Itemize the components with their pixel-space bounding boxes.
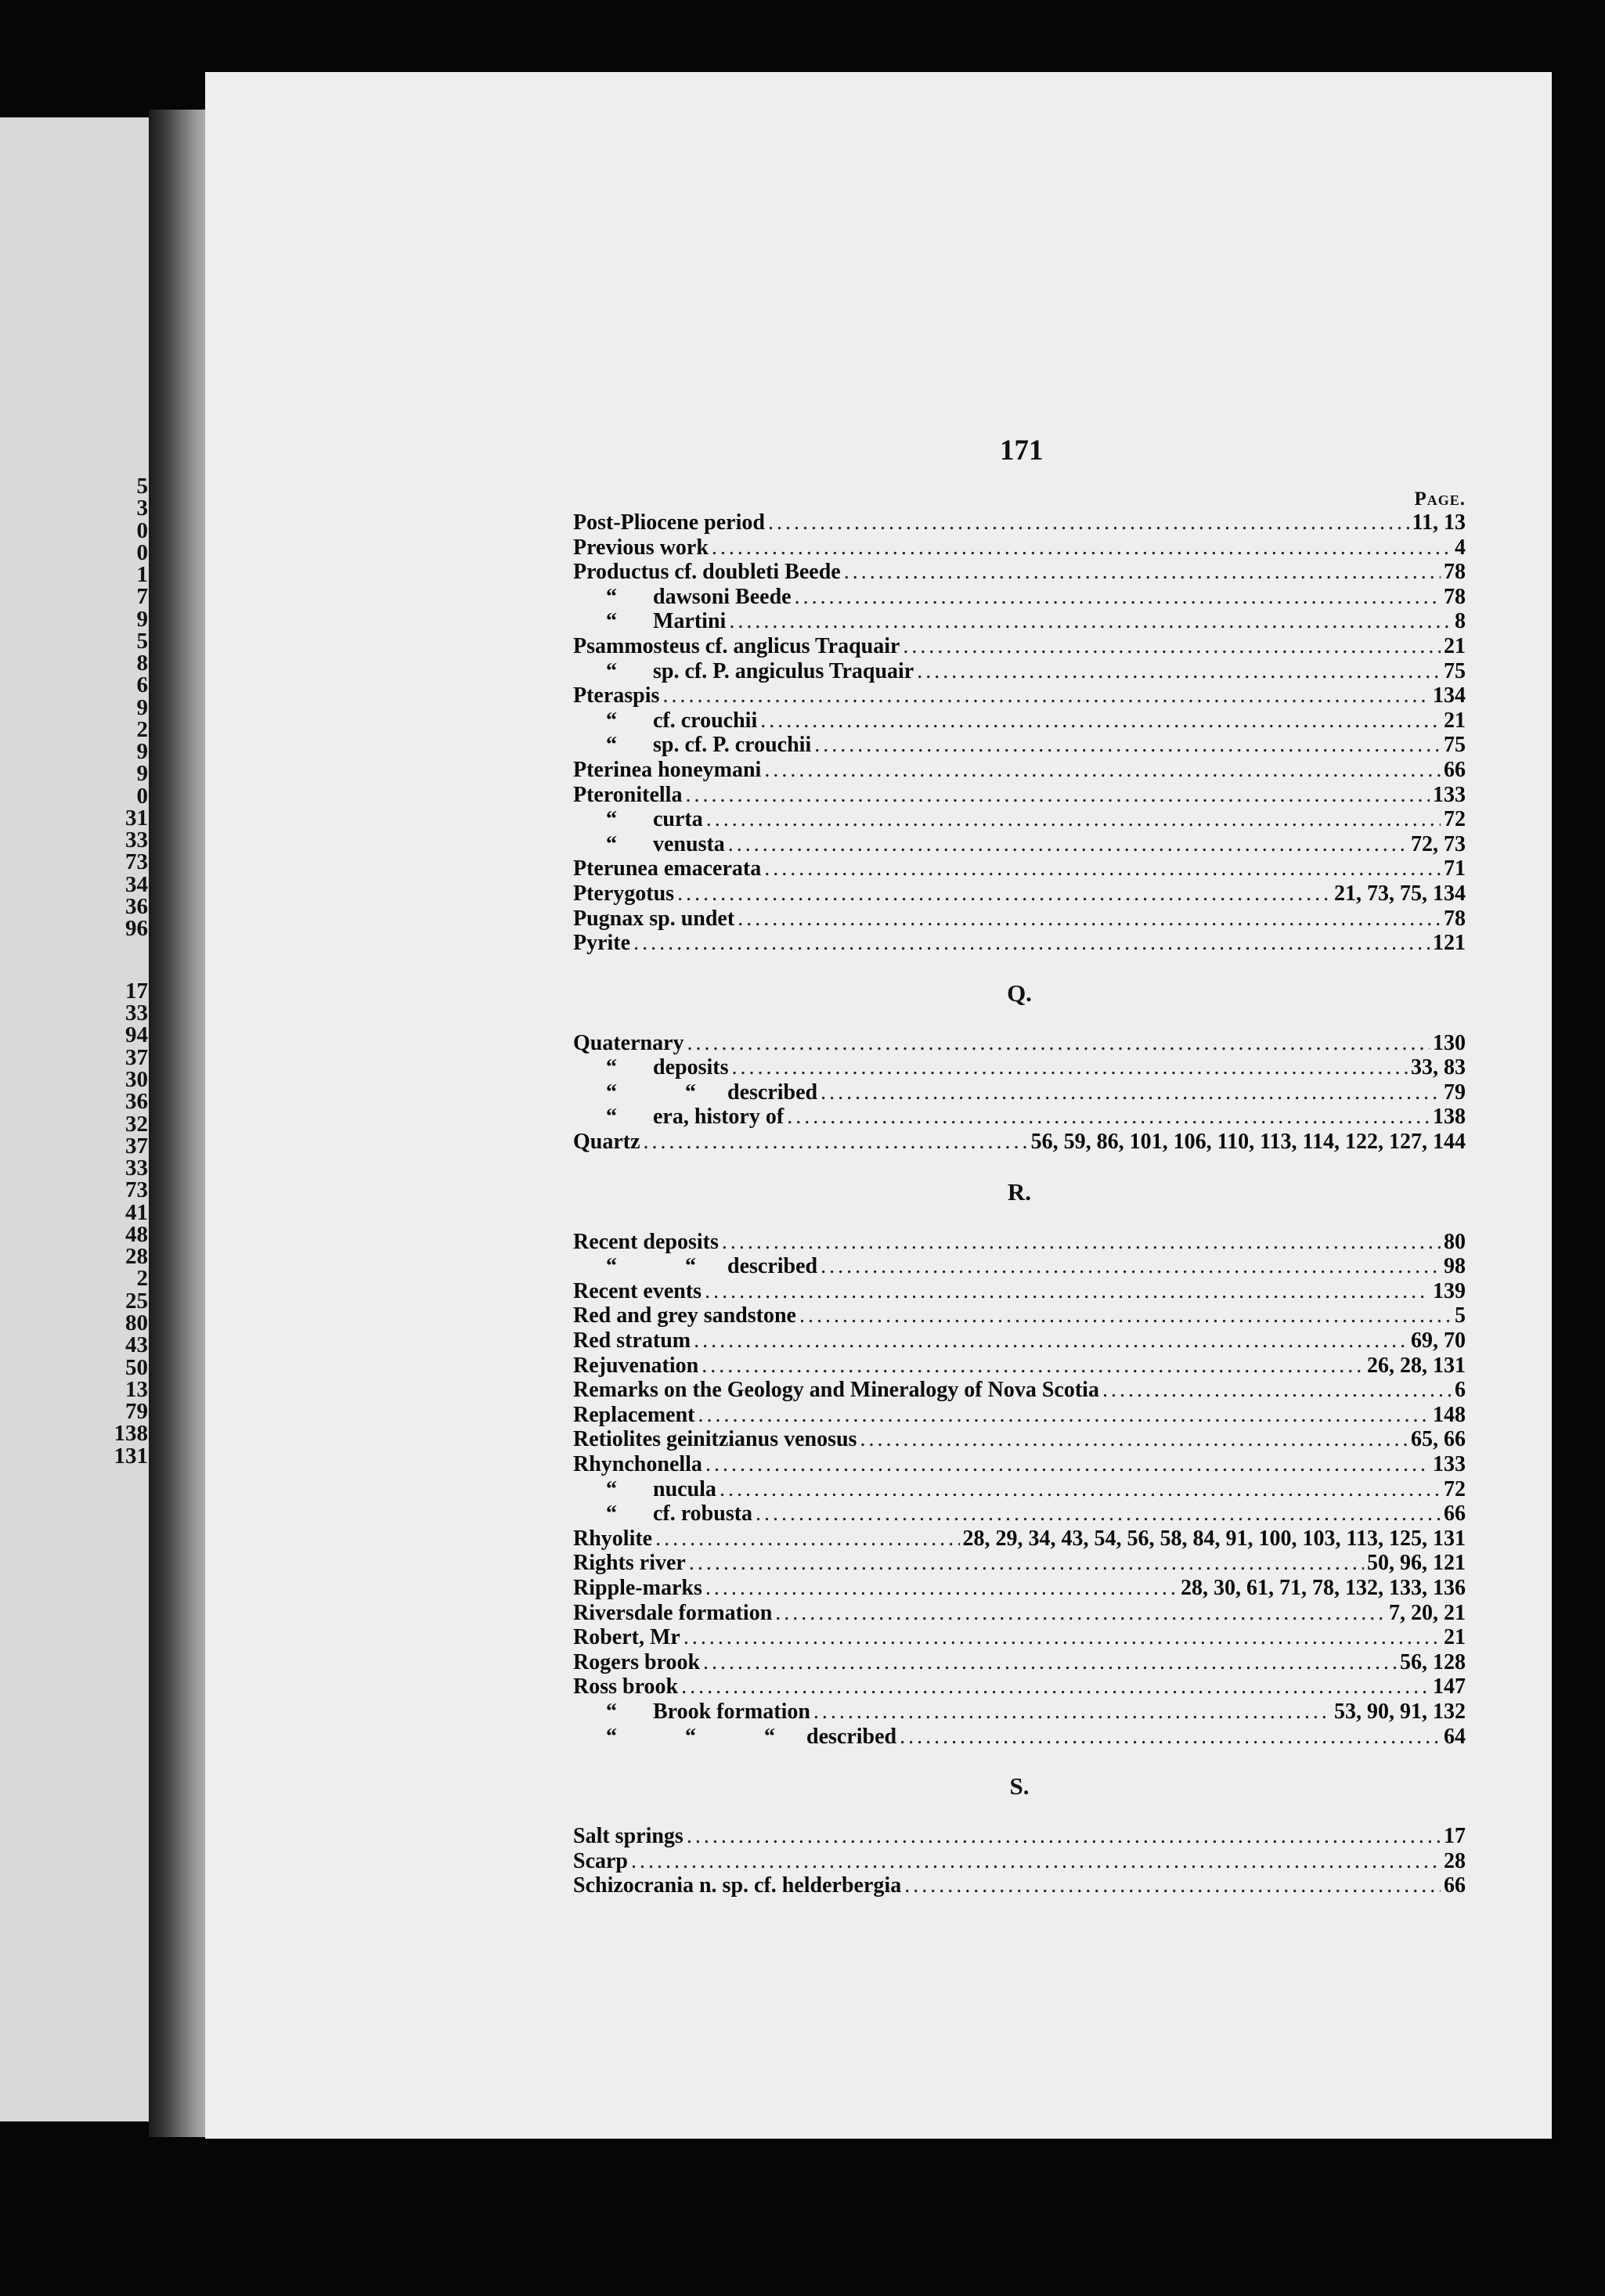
index-entry bbox=[573, 1674, 1466, 1699]
entry-pages: 71 bbox=[1444, 856, 1466, 881]
left-page-number: 79 bbox=[125, 1399, 148, 1424]
index-entry bbox=[573, 907, 1466, 932]
entry-pages: 21, 73, 75, 134 bbox=[1334, 881, 1466, 906]
left-page-number: 28 bbox=[125, 1244, 148, 1269]
index-entry bbox=[573, 1551, 1466, 1576]
dot-leader bbox=[821, 1080, 1441, 1105]
dot-leader bbox=[900, 1725, 1441, 1750]
entry-term: Pterunea emacerata bbox=[573, 856, 762, 881]
ditto-mark: “ bbox=[606, 584, 648, 609]
dot-leader bbox=[813, 1699, 1331, 1725]
dot-leader bbox=[904, 1873, 1441, 1898]
entry-pages: 133 bbox=[1433, 1452, 1466, 1476]
index-section bbox=[573, 1749, 1466, 1898]
left-page-number: 5 bbox=[136, 629, 148, 654]
entry-pages: 21 bbox=[1444, 633, 1466, 658]
left-page-number: 1 bbox=[136, 562, 148, 587]
entry-term: Recent events bbox=[573, 1278, 702, 1303]
entry-term: described bbox=[806, 1724, 897, 1749]
entry-pages: 78 bbox=[1444, 560, 1466, 585]
dot-leader bbox=[705, 1279, 1430, 1304]
entry-pages: 8 bbox=[1455, 609, 1466, 634]
dot-leader bbox=[687, 1031, 1430, 1056]
dot-leader bbox=[775, 1601, 1386, 1626]
index-entry bbox=[573, 1403, 1466, 1428]
entry-pages: 66 bbox=[1444, 1501, 1466, 1526]
index-entry bbox=[573, 560, 1466, 585]
entry-term: Quaternary bbox=[573, 1030, 684, 1055]
left-page-number: 0 bbox=[136, 540, 148, 565]
left-page-number: 33 bbox=[125, 1155, 148, 1180]
index-page bbox=[205, 72, 1552, 2139]
entry-term: Pugnax sp. undet bbox=[573, 906, 735, 931]
ditto-mark: “ “ bbox=[606, 1080, 727, 1105]
entry-term: dawsoni Beede bbox=[653, 584, 792, 609]
entry-pages: 21 bbox=[1444, 1625, 1466, 1650]
dot-leader bbox=[844, 560, 1441, 585]
entry-pages: 72 bbox=[1444, 807, 1466, 832]
entry-term: Scarp bbox=[573, 1848, 628, 1873]
entry-term: Recent deposits bbox=[573, 1229, 719, 1254]
dot-leader bbox=[712, 535, 1452, 560]
left-page-number: 73 bbox=[125, 1177, 148, 1202]
dot-leader bbox=[764, 758, 1441, 783]
ditto-mark: “ bbox=[606, 1055, 648, 1080]
section-letter: R. bbox=[1007, 1177, 1032, 1206]
entry-term: Productus cf. doubleti Beede bbox=[573, 560, 841, 585]
entry-pages: 65, 66 bbox=[1411, 1427, 1466, 1452]
entry-pages: 121 bbox=[1433, 931, 1466, 956]
dot-leader bbox=[703, 1650, 1397, 1675]
left-page-number: 73 bbox=[125, 849, 148, 874]
entry-pages: 98 bbox=[1444, 1254, 1466, 1279]
index-entry bbox=[573, 1230, 1466, 1255]
dot-leader bbox=[903, 634, 1441, 659]
entry-term: Ross brook bbox=[573, 1674, 679, 1699]
left-page-number: 3 bbox=[136, 496, 148, 521]
dot-leader bbox=[720, 1477, 1441, 1502]
index-entry bbox=[573, 1725, 1466, 1750]
entry-pages: 33, 83 bbox=[1411, 1055, 1466, 1080]
dot-leader bbox=[768, 510, 1409, 535]
left-page-number: 9 bbox=[136, 761, 148, 786]
entry-term: venusta bbox=[653, 831, 725, 856]
entry-pages: 28 bbox=[1444, 1848, 1466, 1873]
ditto-mark: “ bbox=[606, 1476, 648, 1501]
index-entry bbox=[573, 708, 1466, 733]
left-page-number: 36 bbox=[125, 1089, 148, 1114]
index-entry bbox=[573, 585, 1466, 610]
entry-pages: 4 bbox=[1455, 535, 1466, 560]
left-page-number: 50 bbox=[125, 1355, 148, 1380]
left-page-number: 37 bbox=[125, 1134, 148, 1159]
dot-leader bbox=[756, 1501, 1441, 1526]
entry-pages: 28, 29, 34, 43, 54, 56, 58, 84, 91, 100, 103, 113, 125, 131 bbox=[962, 1526, 1466, 1551]
index-entry bbox=[573, 609, 1466, 634]
entry-pages: 138 bbox=[1433, 1105, 1466, 1130]
dot-leader bbox=[685, 783, 1430, 808]
dot-leader bbox=[677, 881, 1331, 907]
left-page-number: 36 bbox=[125, 894, 148, 919]
entry-term: Red stratum bbox=[573, 1328, 691, 1353]
index-entry bbox=[573, 1873, 1466, 1898]
entry-term: Remarks on the Geology and Mineralogy of Nova Scotia bbox=[573, 1378, 1099, 1403]
ditto-mark: “ bbox=[606, 1699, 648, 1724]
index-section bbox=[573, 1155, 1466, 1749]
section-letter: S. bbox=[1009, 1772, 1030, 1800]
index-entry bbox=[573, 1650, 1466, 1675]
dot-leader bbox=[814, 733, 1441, 758]
left-page-number: 48 bbox=[125, 1222, 148, 1247]
entry-term: Quartz bbox=[573, 1130, 640, 1155]
left-page-number: 131 bbox=[114, 1444, 148, 1469]
dot-leader bbox=[738, 907, 1441, 932]
index-entry bbox=[573, 1576, 1466, 1601]
left-page-number: 7 bbox=[136, 584, 148, 609]
entry-pages: 78 bbox=[1444, 584, 1466, 609]
left-page-number: 43 bbox=[125, 1332, 148, 1357]
ditto-mark: “ bbox=[606, 831, 648, 856]
ditto-mark: “ bbox=[606, 1501, 648, 1526]
entry-term: Brook formation bbox=[653, 1699, 810, 1724]
entry-term: curta bbox=[653, 807, 703, 832]
entry-pages: 69, 70 bbox=[1411, 1328, 1466, 1353]
entry-pages: 139 bbox=[1433, 1278, 1466, 1303]
entry-term: era, history of bbox=[653, 1105, 784, 1130]
index-entry bbox=[573, 1303, 1466, 1328]
index-entry bbox=[573, 1254, 1466, 1279]
entry-term: described bbox=[727, 1254, 818, 1279]
entry-pages: 72 bbox=[1444, 1476, 1466, 1501]
index-entry bbox=[573, 758, 1466, 783]
dot-leader bbox=[655, 1526, 959, 1552]
left-page-number: 5 bbox=[136, 474, 148, 499]
entry-pages: 78 bbox=[1444, 906, 1466, 931]
dot-leader bbox=[728, 832, 1408, 857]
entry-pages: 75 bbox=[1444, 733, 1466, 758]
ditto-mark: “ bbox=[606, 1105, 648, 1130]
dot-leader bbox=[706, 807, 1441, 832]
ditto-mark: “ bbox=[606, 609, 648, 634]
entry-pages: 79 bbox=[1444, 1080, 1466, 1105]
dot-leader bbox=[787, 1105, 1430, 1130]
index-entry bbox=[573, 1625, 1466, 1650]
entry-pages: 147 bbox=[1433, 1674, 1466, 1699]
left-page-number: 9 bbox=[136, 695, 148, 720]
index-entry bbox=[573, 856, 1466, 881]
index-entry bbox=[573, 1105, 1466, 1130]
ditto-mark: “ bbox=[606, 658, 648, 683]
dot-leader bbox=[687, 1824, 1441, 1849]
entry-term: Red and grey sandstone bbox=[573, 1303, 796, 1328]
entry-pages: 56, 128 bbox=[1400, 1649, 1466, 1674]
dot-leader bbox=[729, 609, 1452, 634]
index-entry bbox=[573, 807, 1466, 832]
left-page-number: 33 bbox=[125, 827, 148, 852]
dot-leader bbox=[644, 1130, 1028, 1155]
left-page-number: 33 bbox=[125, 1000, 148, 1025]
entry-term: Martini bbox=[653, 609, 727, 634]
entry-term: Retiolites geinitzianus venosus bbox=[573, 1427, 857, 1452]
dot-leader bbox=[760, 708, 1441, 733]
page-column-label: Page. bbox=[1414, 488, 1466, 510]
dot-leader bbox=[764, 856, 1441, 881]
dot-leader bbox=[731, 1055, 1408, 1080]
left-page-number: 13 bbox=[125, 1377, 148, 1402]
index-entry bbox=[573, 1427, 1466, 1452]
entry-term: Post-Pliocene period bbox=[573, 510, 765, 535]
entry-pages: 56, 59, 86, 101, 106, 110, 113, 114, 122, 127, 144 bbox=[1030, 1130, 1466, 1155]
dot-leader bbox=[681, 1674, 1430, 1699]
left-page-number: 2 bbox=[136, 717, 148, 742]
dot-leader bbox=[821, 1254, 1441, 1279]
index-entry bbox=[573, 1849, 1466, 1874]
index-entry bbox=[573, 1452, 1466, 1477]
page-number: 171 bbox=[1000, 434, 1044, 467]
ditto-mark: “ bbox=[606, 807, 648, 832]
entry-term: Ripple-marks bbox=[573, 1575, 702, 1600]
entry-term: Previous work bbox=[573, 535, 709, 560]
index-entry bbox=[573, 634, 1466, 659]
left-page-number: 31 bbox=[125, 806, 148, 831]
entry-pages: 6 bbox=[1455, 1378, 1466, 1403]
left-page-number: 8 bbox=[136, 651, 148, 676]
entry-pages: 75 bbox=[1444, 658, 1466, 683]
ditto-mark: “ bbox=[606, 708, 648, 733]
entry-term: Schizocrania n. sp. cf. helderbergia bbox=[573, 1873, 902, 1898]
entry-term: Rhyolite bbox=[573, 1526, 653, 1551]
index-entry bbox=[573, 881, 1466, 907]
entry-pages: 21 bbox=[1444, 708, 1466, 733]
entry-term: deposits bbox=[653, 1055, 729, 1080]
dot-leader bbox=[1102, 1378, 1452, 1403]
dot-leader bbox=[795, 585, 1441, 610]
left-page-number: 6 bbox=[136, 672, 148, 697]
entry-term: Rejuvenation bbox=[573, 1353, 699, 1378]
index-section bbox=[573, 510, 1466, 956]
entry-term: Salt springs bbox=[573, 1824, 683, 1849]
entry-term: Pteronitella bbox=[573, 782, 683, 807]
entry-pages: 26, 28, 131 bbox=[1367, 1353, 1466, 1378]
entry-pages: 133 bbox=[1433, 782, 1466, 807]
entry-pages: 66 bbox=[1444, 757, 1466, 782]
entry-term: described bbox=[727, 1080, 818, 1105]
index-section bbox=[573, 956, 1466, 1155]
dot-leader bbox=[698, 1403, 1430, 1428]
index-entry bbox=[573, 1601, 1466, 1626]
left-page-number: 25 bbox=[125, 1289, 148, 1314]
dot-leader bbox=[799, 1303, 1452, 1328]
entry-term: Pyrite bbox=[573, 931, 631, 956]
index-entry bbox=[573, 535, 1466, 560]
entry-term: Psammosteus cf. anglicus Traquair bbox=[573, 633, 900, 658]
index-entry bbox=[573, 683, 1466, 708]
index-entry bbox=[573, 1080, 1466, 1105]
entry-term: Rogers brook bbox=[573, 1649, 701, 1674]
index-entry bbox=[573, 1328, 1466, 1353]
entry-pages: 134 bbox=[1433, 683, 1466, 708]
left-page-number: 41 bbox=[125, 1200, 148, 1225]
index-entry bbox=[573, 510, 1466, 535]
entry-pages: 17 bbox=[1444, 1824, 1466, 1849]
left-page-number: 9 bbox=[136, 739, 148, 764]
entry-term: Pterygotus bbox=[573, 881, 675, 906]
index-entry bbox=[573, 1699, 1466, 1725]
entry-term: Rhynchonella bbox=[573, 1452, 702, 1476]
left-page-number: 32 bbox=[125, 1112, 148, 1137]
entry-term: Robert, Mr bbox=[573, 1625, 680, 1650]
left-page-number: 80 bbox=[125, 1310, 148, 1335]
left-page-number: 94 bbox=[125, 1022, 148, 1047]
entry-pages: 50, 96, 121 bbox=[1367, 1551, 1466, 1576]
dot-leader bbox=[702, 1353, 1364, 1379]
index-content bbox=[573, 488, 1466, 1898]
book-binding bbox=[149, 110, 211, 2137]
left-page-number: 96 bbox=[125, 916, 148, 941]
ditto-mark: “ “ “ bbox=[606, 1724, 806, 1749]
entry-term: Rights river bbox=[573, 1551, 686, 1576]
section-letter: Q. bbox=[1007, 979, 1032, 1007]
dot-leader bbox=[694, 1328, 1408, 1353]
entry-pages: 28, 30, 61, 71, 78, 132, 133, 136 bbox=[1181, 1575, 1466, 1600]
index-entry bbox=[573, 783, 1466, 808]
index-entry bbox=[573, 1130, 1466, 1155]
left-page-number: 37 bbox=[125, 1045, 148, 1070]
index-entry bbox=[573, 659, 1466, 684]
left-page-number: 138 bbox=[114, 1421, 148, 1446]
dot-leader bbox=[705, 1576, 1178, 1601]
left-page-number: 17 bbox=[125, 979, 148, 1004]
entry-term: Riversdale formation bbox=[573, 1600, 773, 1625]
ditto-mark: “ bbox=[606, 733, 648, 758]
left-page-number: 34 bbox=[125, 872, 148, 897]
left-page-number: 0 bbox=[136, 518, 148, 543]
dot-leader bbox=[633, 931, 1430, 956]
entry-pages: 72, 73 bbox=[1411, 831, 1466, 856]
entry-term: cf. robusta bbox=[653, 1501, 753, 1526]
index-sections bbox=[573, 510, 1466, 1898]
dot-leader bbox=[631, 1849, 1441, 1874]
index-entry bbox=[573, 1031, 1466, 1056]
entry-pages: 66 bbox=[1444, 1873, 1466, 1898]
entry-term: Replacement bbox=[573, 1402, 695, 1427]
dot-leader bbox=[683, 1625, 1441, 1650]
entry-pages: 64 bbox=[1444, 1724, 1466, 1749]
left-page-edge bbox=[0, 117, 153, 2121]
entry-pages: 5 bbox=[1455, 1303, 1466, 1328]
left-page-number: 2 bbox=[136, 1266, 148, 1291]
dot-leader bbox=[860, 1427, 1408, 1452]
entry-term: cf. crouchii bbox=[653, 708, 758, 733]
index-entry bbox=[573, 832, 1466, 857]
index-entry bbox=[573, 733, 1466, 758]
index-entry bbox=[573, 1477, 1466, 1502]
index-entry bbox=[573, 931, 1466, 956]
dot-leader bbox=[705, 1452, 1430, 1477]
entry-term: sp. cf. P. crouchii bbox=[653, 733, 812, 758]
dot-leader bbox=[662, 683, 1430, 708]
entry-term: sp. cf. P. angiculus Traquair bbox=[653, 658, 914, 683]
dot-leader bbox=[917, 659, 1441, 684]
dot-leader bbox=[689, 1551, 1364, 1576]
index-entry bbox=[573, 1279, 1466, 1304]
dot-leader bbox=[722, 1230, 1441, 1255]
entry-pages: 130 bbox=[1433, 1030, 1466, 1055]
index-entry bbox=[573, 1526, 1466, 1552]
entry-term: nucula bbox=[653, 1476, 716, 1501]
entry-term: Pterinea honeymani bbox=[573, 757, 762, 782]
left-page-number: 30 bbox=[125, 1067, 148, 1092]
entry-pages: 11, 13 bbox=[1412, 510, 1466, 535]
entry-pages: 80 bbox=[1444, 1229, 1466, 1254]
index-entry bbox=[573, 1353, 1466, 1379]
index-entry bbox=[573, 1501, 1466, 1526]
left-page-number: 0 bbox=[136, 784, 148, 809]
index-entry bbox=[573, 1824, 1466, 1849]
entry-term: Pteraspis bbox=[573, 683, 660, 708]
index-entry bbox=[573, 1055, 1466, 1080]
entry-pages: 148 bbox=[1433, 1402, 1466, 1427]
index-entry bbox=[573, 1378, 1466, 1403]
ditto-mark: “ “ bbox=[606, 1254, 727, 1279]
left-page-number: 9 bbox=[136, 607, 148, 632]
entry-pages: 7, 20, 21 bbox=[1389, 1600, 1466, 1625]
entry-pages: 53, 90, 91, 132 bbox=[1334, 1699, 1466, 1724]
